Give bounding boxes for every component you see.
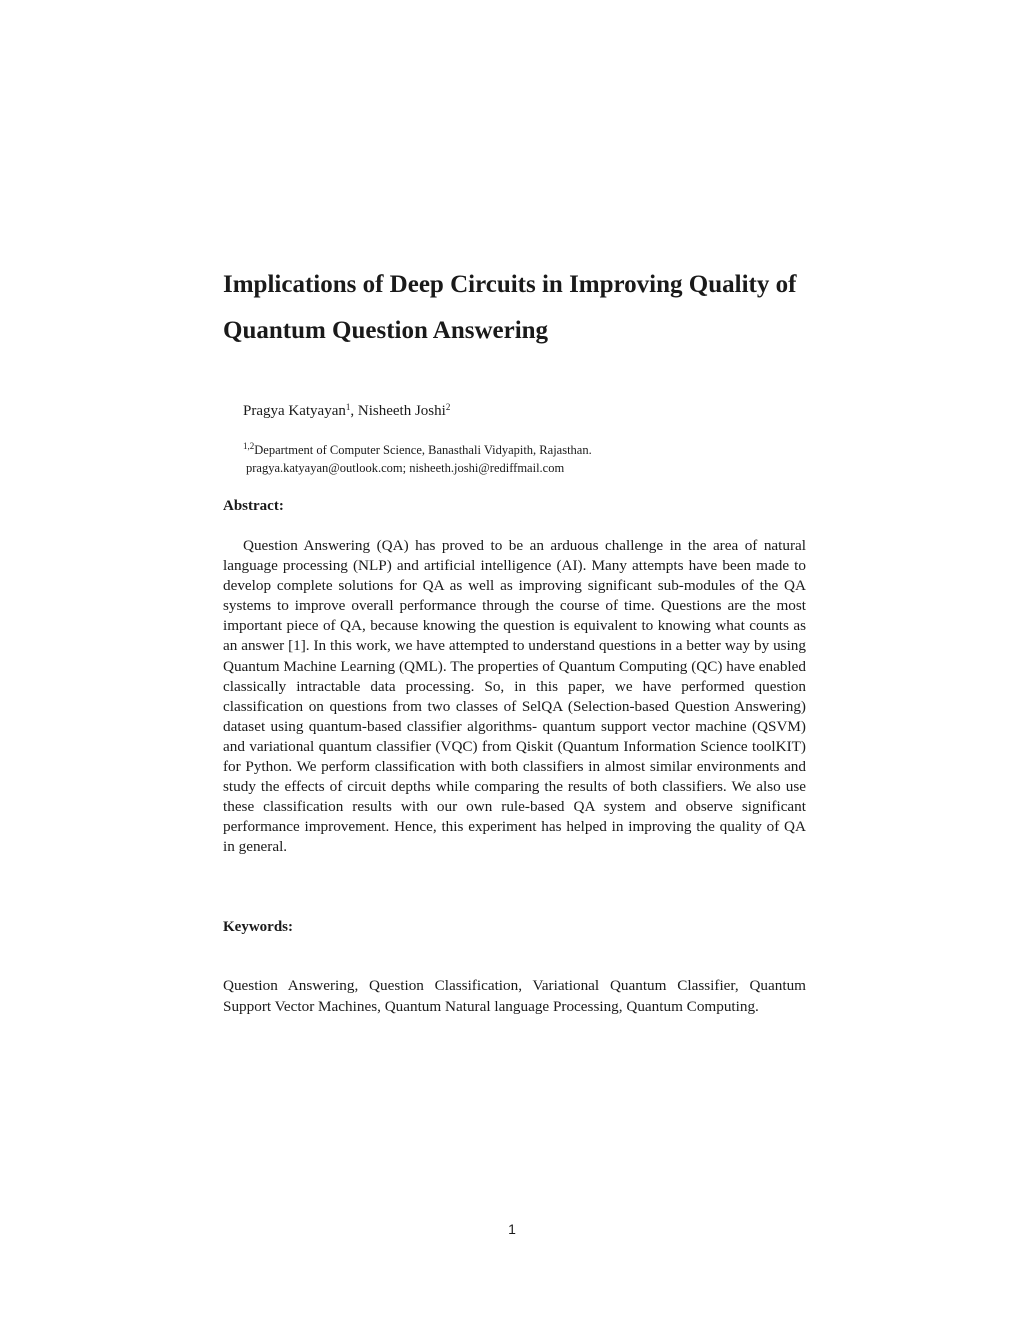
author-name: Pragya Katyayan bbox=[243, 403, 346, 419]
keywords-body: Question Answering, Question Classification, Variational Quantum Classifier, Quantum Support Vector Machines, Quantum Natural language Processing, Quantum Computing. bbox=[223, 977, 806, 1015]
author-line bbox=[243, 401, 450, 421]
paper-title: Implications of Deep Circuits in Improving Quality of Quantum Question Answering bbox=[223, 271, 797, 344]
author-name: Nisheeth Joshi bbox=[357, 403, 446, 419]
author-affiliation-mark: 2 bbox=[445, 402, 451, 412]
affiliation-block bbox=[243, 441, 592, 477]
affiliation-text: Department of Computer Science, Banasthali Vidyapith, Rajasthan. bbox=[254, 443, 592, 457]
author-separator: , bbox=[350, 403, 358, 419]
page-number: 1 bbox=[508, 1221, 516, 1237]
author-emails: pragya.katyayan@outlook.com; nisheeth.joshi@rediffmail.com bbox=[246, 461, 565, 475]
keywords-heading: Keywords: bbox=[223, 919, 293, 935]
abstract-heading: Abstract: bbox=[223, 498, 284, 514]
author-affiliation-mark: 1 bbox=[345, 402, 351, 412]
abstract-body: Question Answering (QA) has proved to be an arduous challenge in the area of natural language processing (NLP) and artificial intelligence (AI). Many attempts have been made to develop complete solutions for QA as well as improving significant sub-modules of the QA systems to improve overall performance through the course of time. Questions are the most important piece of QA, because knowing the question is equivalent to knowing what counts as an answer [1]. In this work, we have attempted to understand questions in a better way by using Quantum Machine Learning (QML). The properties of Quantum Computing (QC) have enabled classically intractable data processing. So, in this paper, we have performed question classification on questions from two classes of SelQA (Selection-based Question Answering) dataset using quantum-based classifier algorithms- quantum support vector machine (QSVM) and variational quantum classifier (VQC) from Qiskit (Quantum Information Science toolKIT) for Python. We perform classification with both classifiers in almost similar environments and study the effects of circuit depths while comparing the results of both classifiers. We also use these classification results with our own rule-based QA system and observe significant performance improvement. Hence, this experiment has helped in improving the quality of QA in general. bbox=[223, 537, 806, 856]
affiliation-marks: 1,2 bbox=[243, 441, 255, 451]
